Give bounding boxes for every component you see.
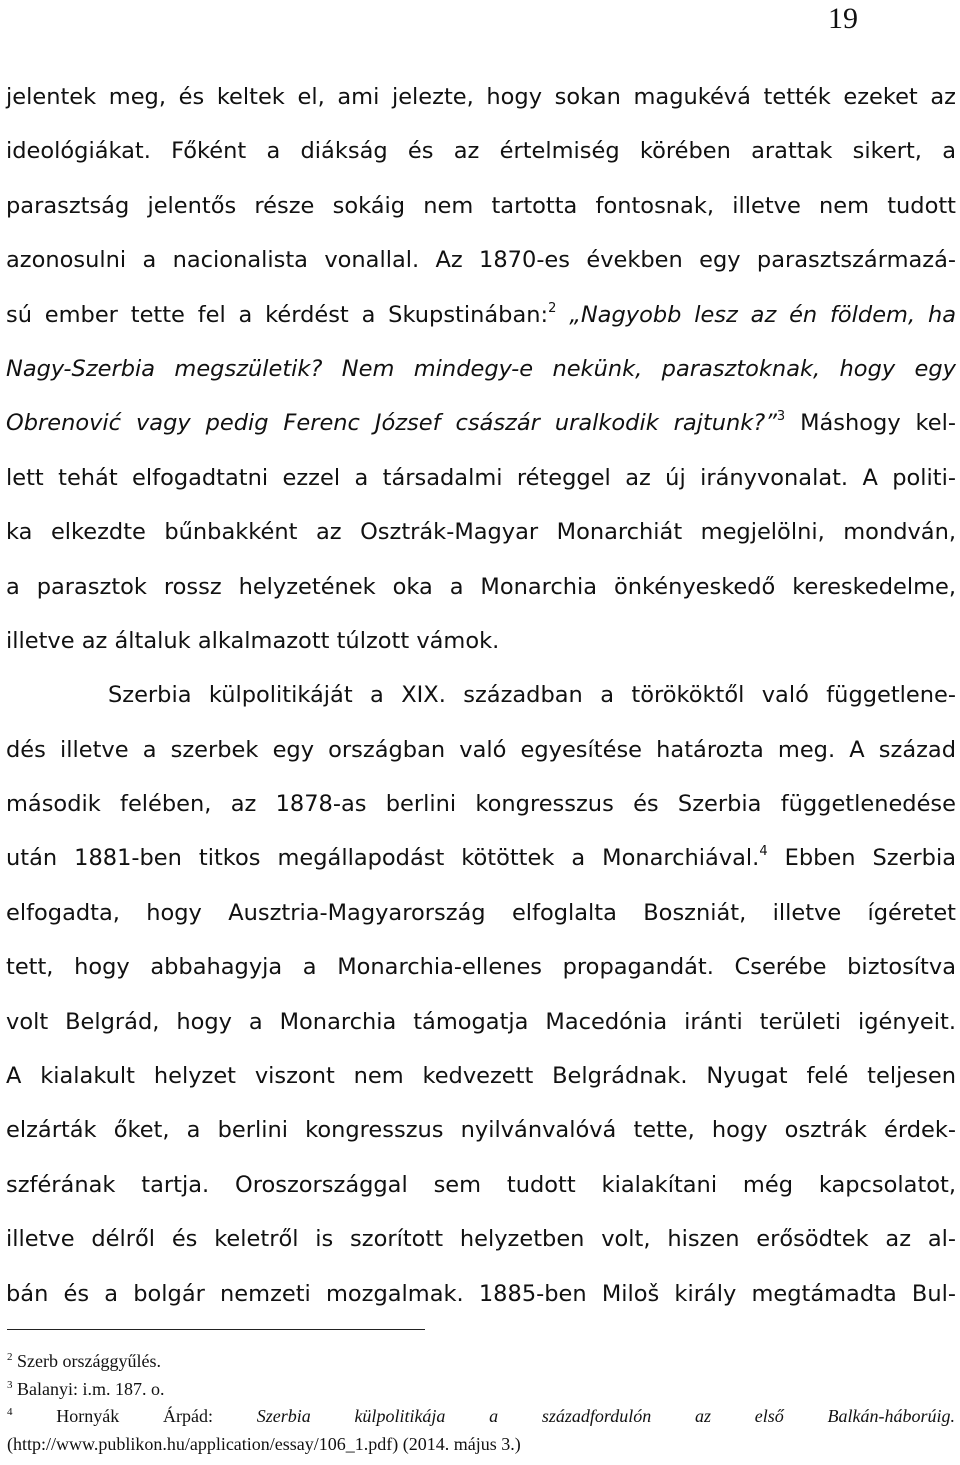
text-line: lett tehát elfogadtatni ezzel a társadalmi réteggel az új irányvonalat. A politi- xyxy=(6,464,956,491)
text-line: után 1881-ben titkos megállapodást kötöttek a Monarchiával.$^4$ Ebben Szerbia xyxy=(6,844,956,872)
text-line: dés illetve a szerbek egy országban való egyesítése határozta meg. A század xyxy=(6,736,956,763)
text-line: jelentek meg, és keltek el, ami jelezte, hogy sokan magukévá tették ezeket az xyxy=(6,84,956,110)
text-line: Obrenović vagy pedig Ferenc József császár uralkodik rajtunk?”$^3$ Máshogy kel- xyxy=(6,409,956,437)
text-line: azonosulni a nacionalista vonallal. Az 1870-es években egy parasztszármazá- xyxy=(6,247,956,274)
footnote-title: Szerbia külpolitikája a századfordulón az első Balkán-háborúig. xyxy=(256,1406,955,1426)
footnote: $^2$ Szerb országgyűlés. xyxy=(7,1351,161,1371)
text-line: A kialakult helyzet viszont nem kedvezett Belgrádnak. Nyugat felé teljesen xyxy=(6,1063,956,1090)
text-line: ideológiákat. Főként a diákság és az értelmiség körében arattak sikert, a xyxy=(6,138,956,165)
text-line: Szerbia külpolitikáját a XIX. században a törököktől való függetlene- xyxy=(108,682,956,709)
footnote-number: 2 xyxy=(7,1351,13,1363)
text-line: bán és a bolgár nemzeti mozgalmak. 1885-ben Miloš király megtámadta Bul- xyxy=(6,1280,956,1307)
text-line: illetve az általuk alkalmazott túlzott vámok. xyxy=(6,627,500,654)
quote-text: Obrenović vagy pedig Ferenc József császár uralkodik rajtunk?” xyxy=(6,410,777,437)
text-line: sú ember tette fel a kérdést a Skupstinában:$^2$ „Nagyobb lesz az én földem, ha xyxy=(6,300,956,328)
text-line: illetve délről és keletről is szorított helyzetben volt, hiszen erősödtek az al- xyxy=(6,1226,956,1253)
footnotes xyxy=(7,1348,955,1458)
footnote-divider xyxy=(7,1329,425,1330)
text-line: tett, hogy abbahagyja a Monarchia-ellenes propagandát. Cserébe biztosítva xyxy=(6,954,956,981)
text-line: parasztság jelentős része sokáig nem tartotta fontosnak, illetve nem tudott xyxy=(6,192,956,219)
text-line: második felében, az 1878-as berlini kongresszus és Szerbia függetlenedése xyxy=(6,791,956,818)
text-line: elzárták őket, a berlini kongresszus nyilvánvalóvá tette, hogy osztrák érdek- xyxy=(6,1117,956,1144)
text-line xyxy=(6,342,956,396)
text-line: volt Belgrád, hogy a Monarchia támogatja Macedónia iránti területi igényeit. xyxy=(6,1008,956,1035)
text-line: szférának tartja. Oroszországgal sem tudott kialakítani még kapcsolatot, xyxy=(6,1171,956,1198)
footnote-ref: 2 xyxy=(548,300,557,316)
footnote-ref: 4 xyxy=(759,844,768,860)
quote-text: „Nagyobb lesz az én földem, ha xyxy=(556,301,956,328)
footnote-ref: 3 xyxy=(776,409,786,425)
footnote: $^3$ Balanyi: i.m. 187. o. xyxy=(7,1378,165,1399)
footnote: $^4$ Hornyák Árpád: Szerbia külpolitikája a századfordulón az első Balkán-háborúig. xyxy=(7,1406,955,1426)
text-line: a parasztok rossz helyzetének oka a Monarchia önkényeskedő kereskedelme, xyxy=(6,573,956,600)
text-line: elfogadta, hogy Ausztria-Magyarország elfoglalta Boszniát, illetve ígéretet xyxy=(6,899,956,926)
quote-text: Nagy-Szerbia megszületik? Nem mindegy-e nekünk, parasztoknak, hogy egy xyxy=(6,355,956,382)
footnote-number: 3 xyxy=(7,1378,13,1391)
footnote-source: (http://www.publikon.hu/application/essay/106_1.pdf) (2014. május 3.) xyxy=(7,1433,521,1454)
footnote-number: 4 xyxy=(7,1406,13,1418)
text-line: ka elkezdte bűnbakként az Osztrák-Magyar Monarchiát megjelölni, mondván, xyxy=(6,519,956,546)
body-text xyxy=(6,70,956,1321)
page-number: 19 xyxy=(828,2,858,35)
